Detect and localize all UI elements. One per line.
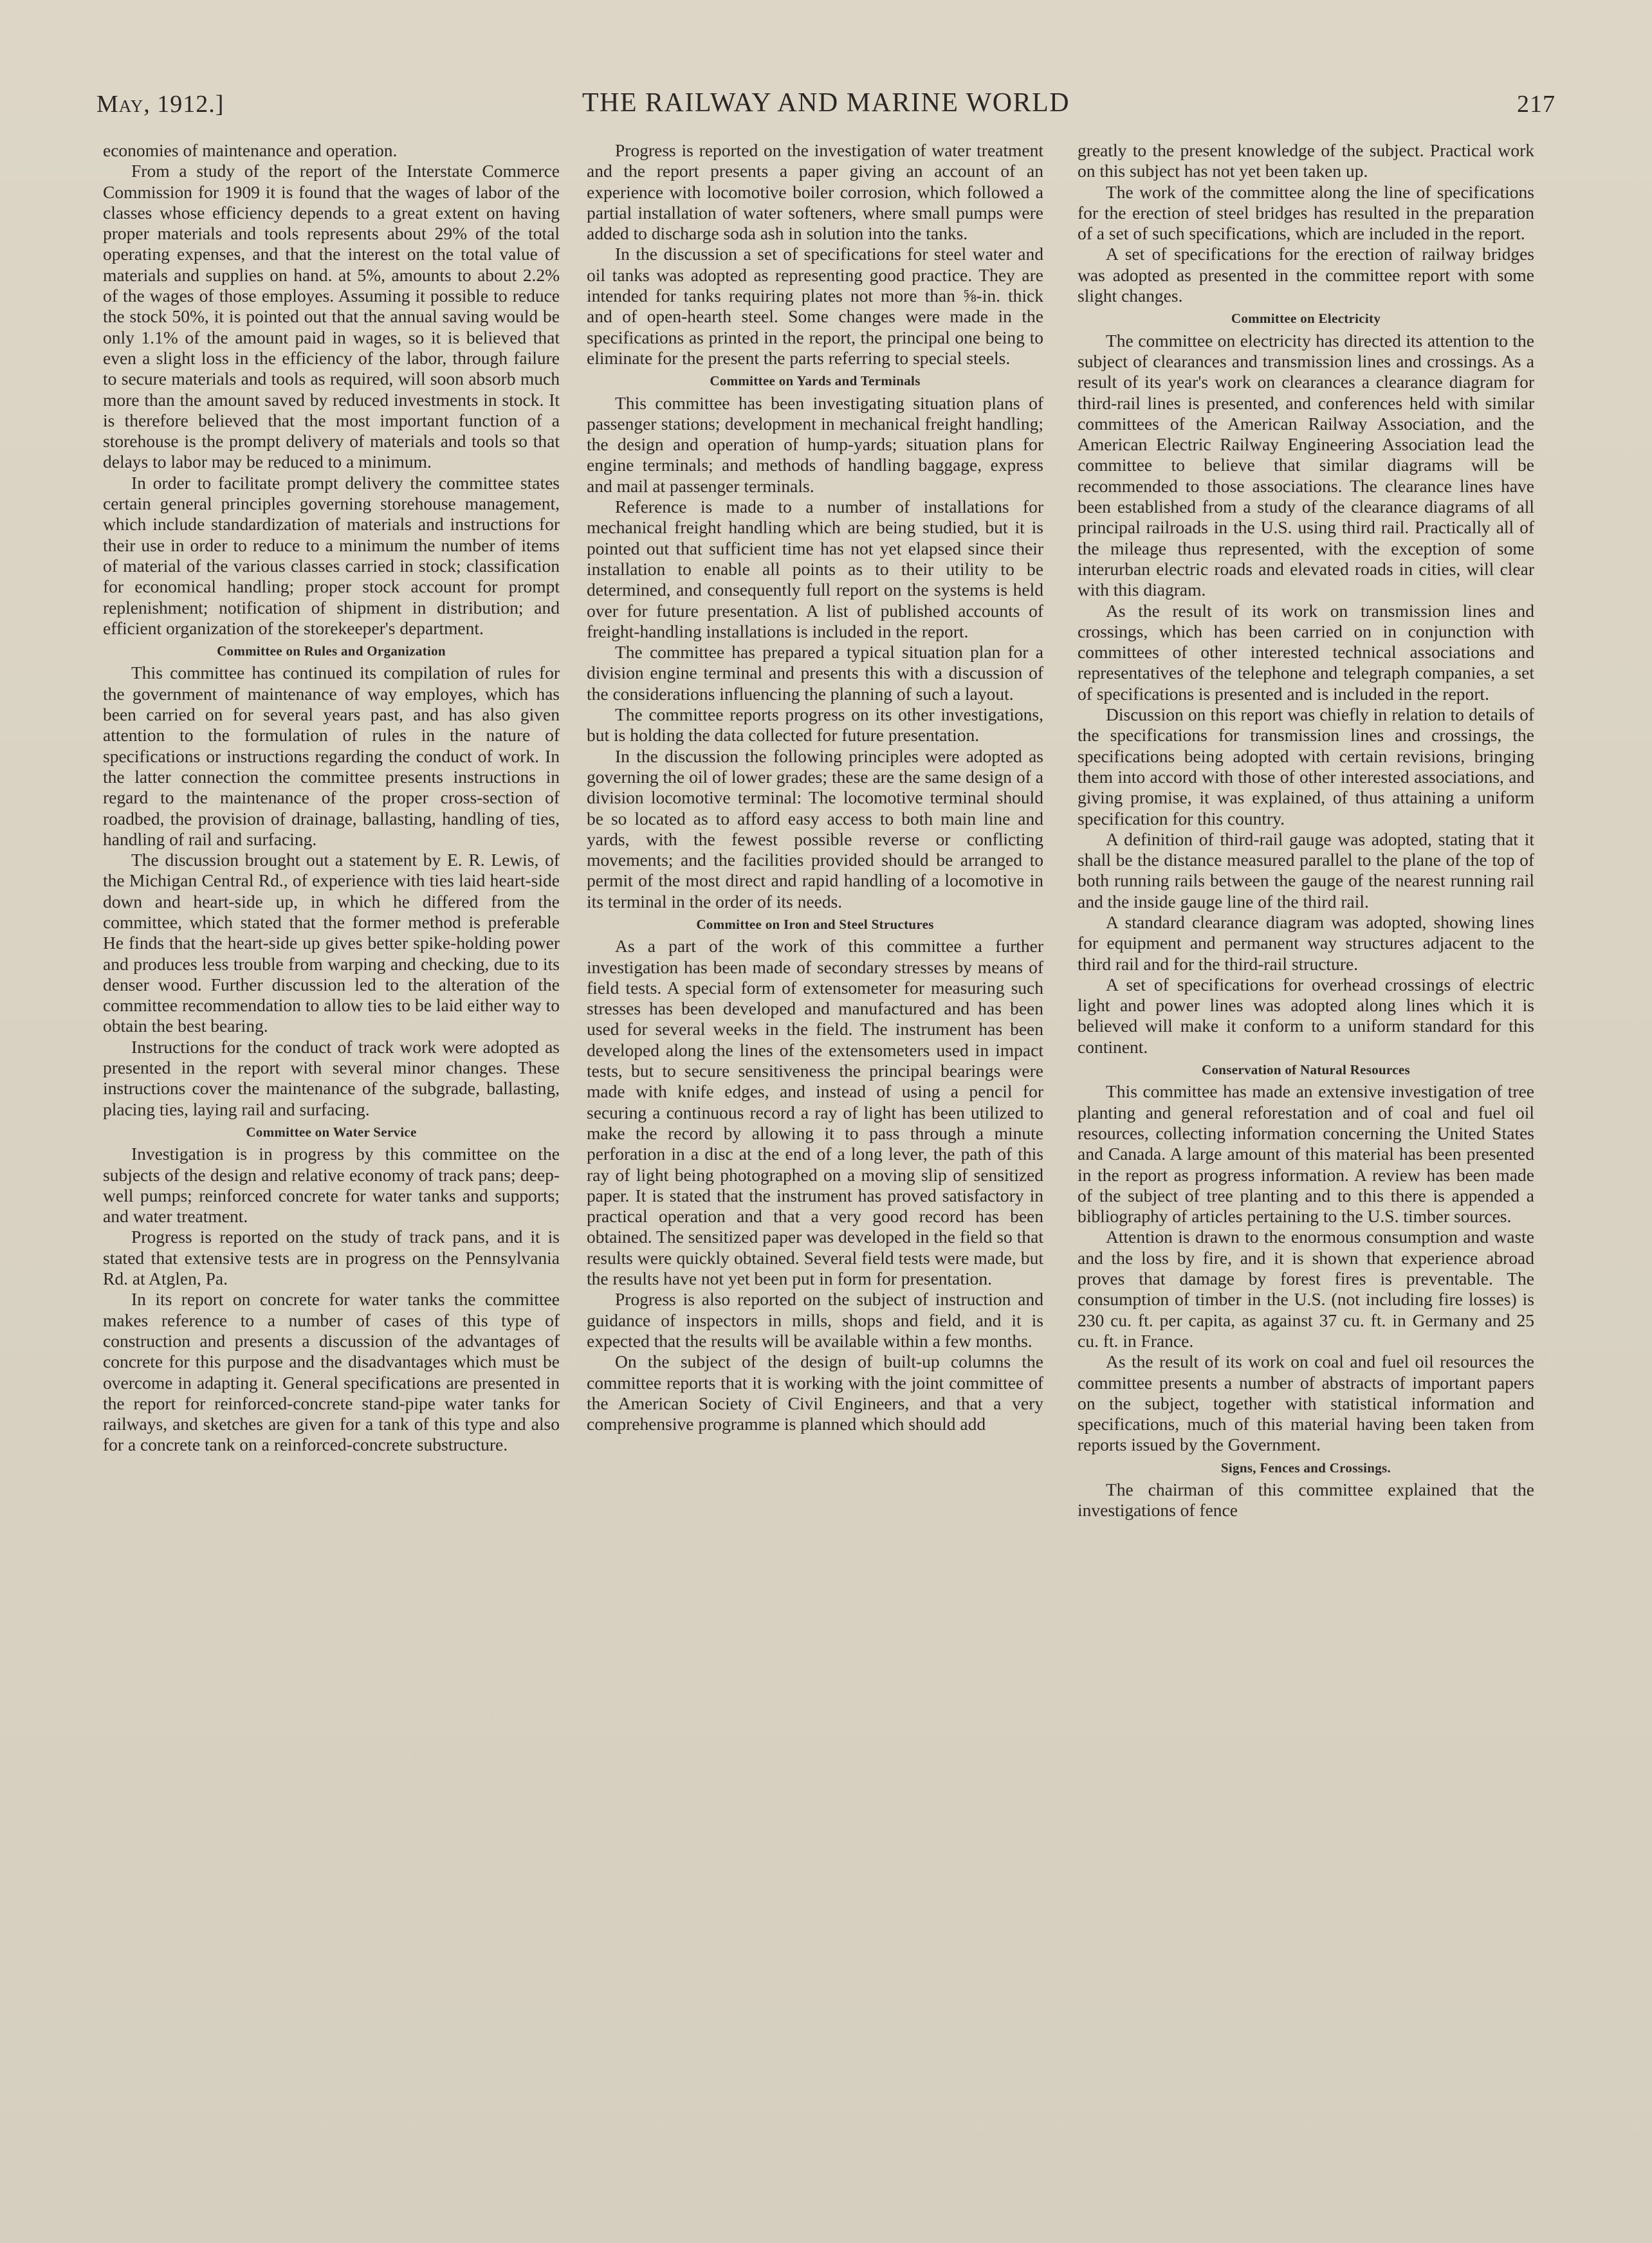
section-heading-conservation: Conservation of Natural Resources	[1202, 1062, 1410, 1078]
section-heading-rules-organization: Committee on Rules and Organization	[217, 643, 446, 659]
paragraph: Attention is drawn to the enormous consumption and waste and the loss by fire, and it is shown that experience abroad proves that damage by forest fires is preventable. The consumption of timber in the U.S. (not including fire losses) is 230 cu. ft. per capita, as against 37 cu. ft. in Germany and 25 cu. ft. in France.	[1078, 1227, 1534, 1351]
issue-date: May, 1912.]	[96, 91, 225, 118]
paragraph: In the discussion a set of specifications for steel water and oil tanks was adopted as representing good practice. They are intended for tanks requiring plates not more than ⅝-in. thick and of open-hearth steel. Some changes were made in the specifications as printed in the report, the principal one being to eliminate for the present the parts referring to special steels.	[587, 244, 1043, 368]
paragraph: Progress is reported on the study of track pans, and it is stated that extensive tests are in progress on the Pennsylvania Rd. at Atglen, Pa.	[103, 1227, 560, 1289]
paragraph: As the result of its work on transmission lines and crossings, which has been carried on in conjunction with committees of other interested technical associations and representatives of the telephone and telegraph companies, a set of specifications is presented and is included in the report.	[1078, 600, 1534, 704]
column-3	[1078, 140, 1534, 1521]
section-heading-signs-fences-crossings: Signs, Fences and Crossings.	[1220, 1460, 1391, 1476]
paragraph: This committee has been investigating situation plans of passenger stations; development in mechanical freight handling; the design and operation of hump-yards; situation plans for engine terminals; and methods of handling baggage, express and mail at passenger terminals.	[587, 392, 1043, 496]
paragraph: On the subject of the design of built-up columns the committee reports that it is working with the joint committee of the American Society of Civil Engineers, and that a very comprehensive programme is planned which should add	[587, 1351, 1043, 1434]
paragraph: A set of specifications for overhead crossings of electric light and power lines was adopted along lines which it is believed will make it conform to a uniform standard for this continent.	[1078, 974, 1534, 1057]
paragraph: Progress is also reported on the subject of instruction and guidance of inspectors in mills, shops and field, and it is expected that the results will be available within a few months.	[587, 1289, 1043, 1351]
journal-title: THE RAILWAY AND MARINE WORLD	[582, 88, 1070, 118]
paragraph: The work of the committee along the line of specifications for the erection of steel bridges has resulted in the preparation of a set of such specifications, which are included in the report.	[1078, 181, 1534, 244]
paragraph: Instructions for the conduct of track work were adopted as presented in the report with several minor changes. These instructions cover the maintenance of the subgrade, ballasting, placing ties, laying rail and surfacing.	[103, 1036, 560, 1119]
section-heading-electricity: Committee on Electricity	[1231, 311, 1381, 327]
page-number: 217	[1517, 91, 1556, 118]
paragraph: Investigation is in progress by this committee on the subjects of the design and relative economy of track pans; deep-well pumps; reinforced concrete for water tanks and supports; and water treatment.	[103, 1144, 560, 1227]
paragraph: The committee reports progress on its other investigations, but is holding the data collected for future presentation.	[587, 704, 1043, 746]
paragraph: Reference is made to a number of installations for mechanical freight handling which are being studied, but it is pointed out that sufficient time has not yet elapsed since their installation to enable all points as to their utility to be determined, and consequently full report on the systems is held over for future presentation. A list of published accounts of freight-handling installations is included in the report.	[587, 497, 1043, 641]
paragraph: From a study of the report of the Interstate Commerce Commission for 1909 it is found that the wages of labor of the classes whose efficiency depends to a great extent on having proper materials and tools represents about 29% of the total operating expenses, and that the interest on the total value of materials and supplies on hand. at 5%, amounts to about 2.2% of the wages of those employes. Assuming it possible to reduce the stock 50%, it is pointed out that the annual saving would be only 1.1% of the amount paid in wages, so it is believed that even a slight loss in the efficiency of the labor, through failure to secure materials and tools as required, will soon absorb much more than the amount saved by reduced investments in stock. It is therefore believed that the most important function of a storehouse is the prompt delivery of materials and tools so that delays to labor may be reduced to a minimum.	[103, 161, 560, 472]
paragraph: In order to facilitate prompt delivery the committee states certain general principles governing storehouse management, which include standardization of materials and instructions for their use in order to reduce to a minimum the number of items of material of the various classes carried in stock; classification for economical handling; proper stock account for prompt replenishment; notification of shipment in distribution; and efficient organization of the storekeeper's department.	[103, 472, 560, 638]
paragraph: Progress is reported on the investigation of water treatment and the report presents a paper giving an account of an experience with locomotive boiler corrosion, which followed a partial installation of water softeners, where small pumps were added to discharge soda ash in solution into the tanks.	[587, 140, 1043, 244]
paragraph: The discussion brought out a statement by E. R. Lewis, of the Michigan Central Rd., of experience with ties laid heart-side down and heart-side up, in which he differed from the committee, which stated that the former method is preferable He finds that the heart-side up gives better spike-holding power and produces less trouble from warping and checking, due to its denser wood. Further discussion led to the alteration of the committee recommendation to allow ties to be laid either way to obtain the best bearing.	[103, 850, 560, 1036]
paragraph: In its report on concrete for water tanks the committee makes reference to a number of cases of this type of construction and presents a discussion of the advantages of concrete for this purpose and the disadvantages which must be overcome in adapting it. General specifications are presented in the report for reinforced-concrete stand-pipe water tanks for railways, and sketches are given for a tank of this type and also for a concrete tank on a reinforced-concrete substructure.	[103, 1289, 560, 1455]
paragraph: A definition of third-rail gauge was adopted, stating that it shall be the distance measured parallel to the plane of the top of both running rails between the gauge of the nearest running rail and the inside gauge line of the third rail.	[1078, 829, 1534, 911]
paragraph: economies of maintenance and operation.	[103, 140, 398, 160]
column-1	[103, 140, 560, 1456]
column-2	[587, 140, 1043, 1434]
paragraph: As a part of the work of this committee a further investigation has been made of secondary stresses by means of field tests. A special form of extensometer for measuring such stresses has been developed and manufactured and has been used for several weeks in the field. The instrument has been developed along the lines of the extensometers used in impact tests, but to secure sensitiveness the principal bearings were made with knife edges, and instead of using a pencil for securing a continuous record a ray of light has been utilized to make the record by allowing it to pass through a minute perforation in a disc at the end of a long lever, the path of this ray of light being photographed on a moving slip of sensitized paper. It is stated that the instrument has proved satisfactory in practical operation and that a very good record has been obtained. The sensitized paper was developed in the field so that results were quickly obtained. Several field tests were made, but the results have not yet been put in form for presentation.	[587, 936, 1043, 1289]
paragraph: greatly to the present knowledge of the subject. Practical work on this subject has not yet been taken up.	[1078, 140, 1534, 181]
paragraph: Discussion on this report was chiefly in relation to details of the specifications for transmission lines and crossings, the specifications being adopted with certain revisions, bringing them into accord with those of other interested associations, and giving promise, it was explained, of thus attaining a uniform specification for this country.	[1078, 704, 1534, 829]
section-heading-iron-steel-structures: Committee on Iron and Steel Structures	[696, 916, 934, 932]
section-heading-yards-terminals: Committee on Yards and Terminals	[710, 373, 921, 389]
paragraph: In the discussion the following principles were adopted as governing the oil of lower grades; these are the same design of a division locomotive terminal: The locomotive terminal should be so located as to afford easy access to both main line and yards, with the fewest possible reverse or conflicting movements; and the facilities provided should be arranged to permit of the most direct and rapid handling of a locomotive in its terminal in the order of its needs.	[587, 746, 1043, 911]
paragraph: The chairman of this committee explained that the investigations of fence	[1078, 1479, 1534, 1521]
paragraph: A set of specifications for the erection of railway bridges was adopted as presented in the committee report with some slight changes.	[1078, 244, 1534, 306]
paragraph: A standard clearance diagram was adopted, showing lines for equipment and permanent way structures adjacent to the third rail and for the third-rail structure.	[1078, 911, 1534, 974]
paragraph: The committee on electricity has directed its attention to the subject of clearances and transmission lines and crossings. As a result of its year's work on clearances a clearance diagram for third-rail lines is presented, and conferences held with similar committees of the American Railway Association, and the American Electric Railway Engineering Association lead the committee to believe that similar diagrams will be recommended to those associations. The clearance lines have been established from a study of the clearance diagrams of all principal railroads in the U.S. using third rail. Practically all of the mileage thus represented, with the exception of some interurban electric roads and elevated roads in cities, will clear with this diagram.	[1078, 330, 1534, 600]
running-header	[96, 85, 1556, 124]
paragraph: As the result of its work on coal and fuel oil resources the committee presents a number of abstracts of important papers on the subject, together with statistical information and specifications, much of this material having been taken from reports issued by the Government.	[1078, 1351, 1534, 1455]
paragraph: This committee has made an extensive investigation of tree planting and general reforestation and of coal and fuel oil resources, collecting information concerning the United States and Canada. A large amount of this material has been presented in the report as progress information. A review has been made of the subject of tree planting and to this there is appended a bibliography of articles pertaining to the U.S. timber sources.	[1078, 1081, 1534, 1227]
paragraph: This committee has continued its compilation of rules for the government of maintenance of way employes, which has been carried on for several years past, and has also given attention to the formulation of rules in the nature of specifications or instructions regarding the conduct of work. In the latter connection the committee presents instructions in regard to the maintenance of the proper cross-section of roadbed, the provision of drainage, ballasting, handling of ties, handling of rail and surfacing.	[103, 663, 560, 849]
paragraph: The committee has prepared a typical situation plan for a division engine terminal and presents this with a discussion of the considerations influencing the planning of such a layout.	[587, 642, 1043, 704]
section-heading-water-service: Committee on Water Service	[246, 1124, 417, 1140]
